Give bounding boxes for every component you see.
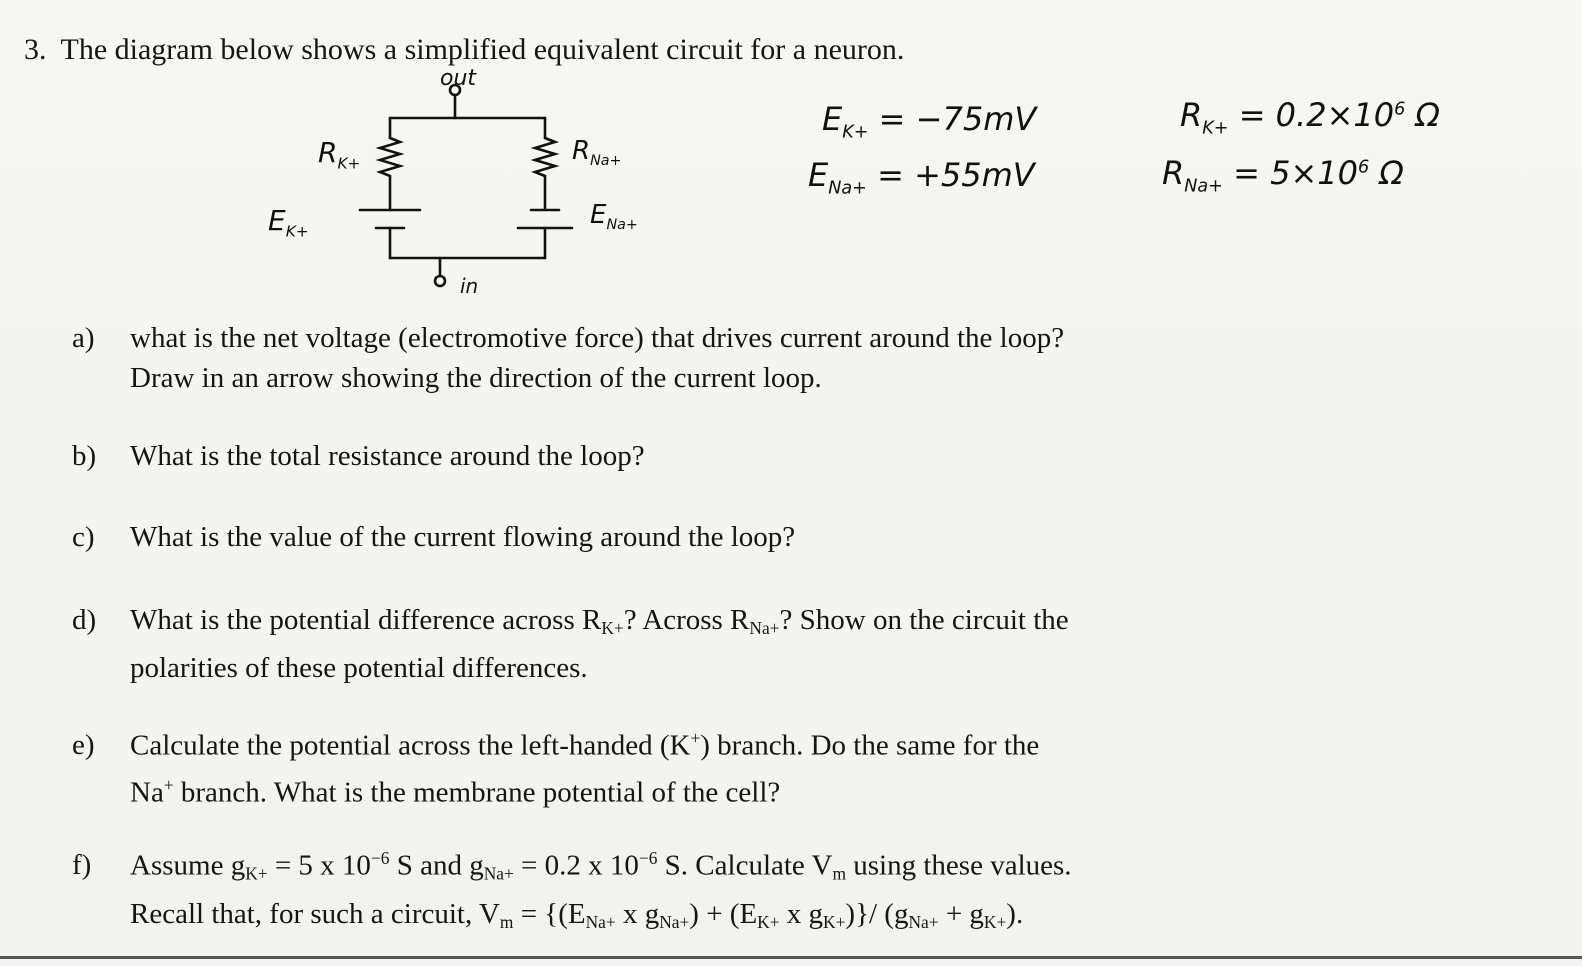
ena-value-label [808,156,1035,198]
part-f-s23: Na+ [659,911,690,932]
part-f-s1: K+ [245,863,268,884]
part-f-s21: m [499,911,514,932]
ek-diagram-label [268,204,309,241]
rk-value-label [1180,96,1440,138]
part-f-t2h: ). [1006,897,1024,930]
part-e-text2a: Na [130,776,164,809]
part-f-s26: Na+ [908,911,939,932]
part-d-line1 [72,600,1069,648]
part-d-sub-na: Na+ [749,618,780,639]
ena-letter: E [590,200,607,230]
rk-exponent: 6 [1394,99,1406,120]
part-f-t2g: + g [938,897,984,930]
part-f-t2e: x g [779,897,824,930]
part-e-sup1: + [690,728,701,748]
part-f-t2d: ) + (E [689,897,758,930]
part-d-line2: polarities of these potential differences. [130,652,588,685]
rna-diagram-label [572,136,622,169]
part-b [72,436,645,476]
rna-value-letter: R [1162,154,1185,192]
rna-value-sub: Na+ [1184,176,1223,197]
part-c-line1 [72,517,795,557]
out-label: out [440,66,477,91]
part-e-text2b: branch. What is the membrane potential of the cell? [173,776,781,809]
part-b-text1: What is the total resistance around the loop? [130,440,645,472]
rna-resistor [535,138,555,176]
ek-sub: K+ [285,222,309,241]
part-d-text1b: ? Across R [623,604,750,636]
rk-value-letter: R [1180,96,1203,134]
part-f-t2a: Recall that, for such a circuit, V [130,897,500,930]
part-e-letter: e) [72,729,95,762]
part-f-t1b: = 5 x 10 [267,849,371,882]
rna-value-label [1162,154,1404,196]
part-f-t1f: using these values. [846,849,1072,882]
in-label: in [460,274,479,298]
in-terminal [435,276,445,286]
rk-diagram-label [318,136,360,173]
ena-value-letter: E [808,156,829,194]
part-e-line2 [72,765,1039,812]
part-f-s3: m [832,863,847,884]
part-a-line1 [72,318,1064,358]
rk-value: = 0.2×10 [1238,96,1395,134]
part-f-s22: Na+ [585,911,616,932]
part-f-line1 [72,838,1072,894]
part-f-t1d: = 0.2 x 10 [513,849,639,882]
part-d-sub-k: K+ [601,618,624,639]
part-f [72,838,1072,942]
part-d-letter: d) [72,604,97,636]
part-f-letter: f) [72,849,92,882]
part-b-letter: b) [72,440,97,472]
question-number: 3. [24,33,47,66]
part-f-t2f: )}/ (g [845,897,909,930]
part-e-sup2: + [163,775,174,796]
rna-sub: Na+ [590,153,622,170]
rk-resistor [380,138,400,176]
ek-value-letter: E [822,100,843,138]
rna-value: = 5×10 [1233,154,1358,192]
rk-letter: R [318,136,338,169]
bottom-rule [0,956,1582,959]
ek-value-sub: K+ [842,122,869,143]
part-f-s25: K+ [823,911,846,932]
part-e [72,718,1039,813]
part-a-letter: a) [72,322,95,354]
part-a-line2: Draw in an arrow showing the direction of the current loop. [130,362,822,394]
part-a [72,318,1064,398]
part-f-t2b: = {(E [513,897,586,930]
circuit-svg [250,60,730,320]
rk-value-sub: K+ [1202,118,1229,139]
part-d-text1c: ? Show on the circuit the [779,604,1069,636]
part-c-letter: c) [72,521,95,553]
ek-value: = −75mV [878,100,1037,138]
rk-sub: K+ [337,154,361,173]
part-a-text1: what is the net voltage (electromotive force) that drives current around the loop? [130,322,1065,354]
part-d [72,600,1069,688]
part-f-t1c: S and g [389,849,484,882]
part-f-t1e: S. Calculate V [657,849,833,882]
part-f-s24: K+ [757,911,780,932]
ek-letter: E [268,204,286,237]
part-f-t1a: Assume g [130,849,246,882]
part-f-t2c: x g [615,897,660,930]
part-e-line1 [72,718,1039,765]
part-e-text1b: ) branch. Do the same for the [700,729,1040,762]
part-f-s27: K+ [983,911,1007,932]
rk-unit: Ω [1415,96,1440,134]
question-title: The diagram below shows a simplified equivalent circuit for a neuron. [60,33,905,66]
ena-diagram-label [590,200,638,233]
part-c [72,517,795,557]
part-f-s2: Na+ [483,863,514,884]
rna-exponent: 6 [1357,157,1370,178]
part-d-text1a: What is the potential difference across R [130,604,602,636]
part-f-p1: −6 [370,848,390,868]
part-c-text1: What is the value of the current flowing around the loop? [130,521,796,553]
part-b-line1 [72,436,645,476]
part-e-text1a: Calculate the potential across the left-handed (K [130,729,691,762]
ek-value-label [822,100,1036,142]
ena-value-sub: Na+ [828,178,867,199]
part-f-p2: −6 [638,848,658,868]
part-f-line2 [72,894,1072,942]
rna-unit: Ω [1379,154,1404,192]
rna-letter: R [572,136,591,166]
ena-value: = +55mV [877,156,1035,194]
circuit-diagram [250,60,730,320]
ena-sub: Na+ [606,217,638,234]
